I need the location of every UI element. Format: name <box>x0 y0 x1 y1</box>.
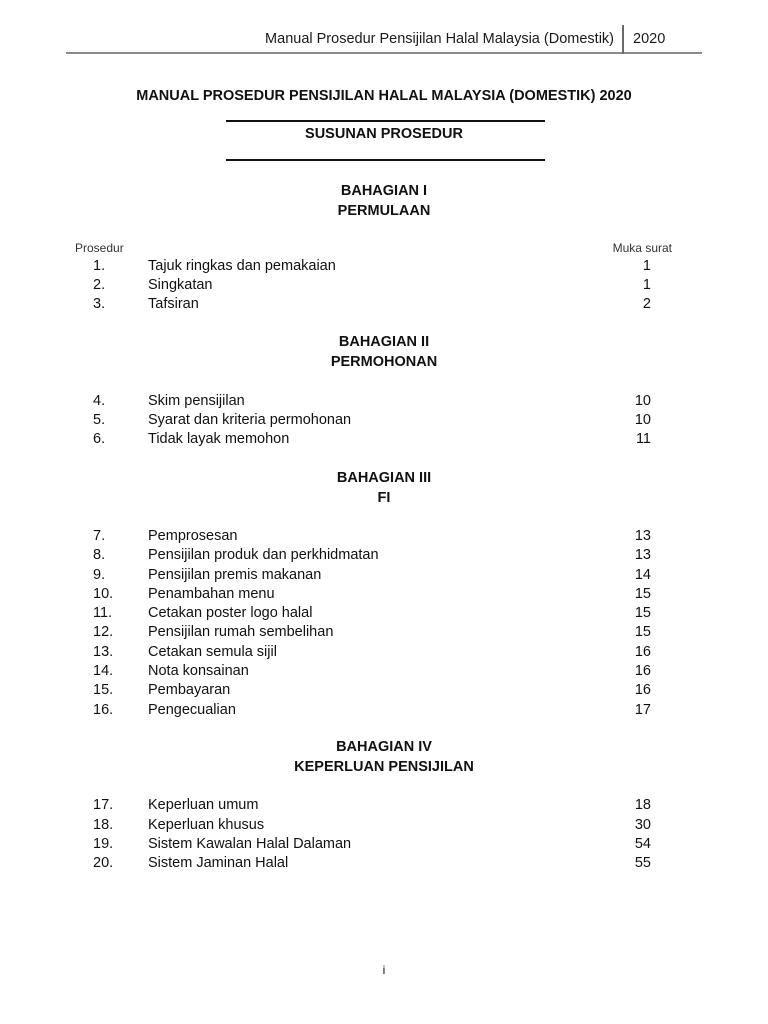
entry-number: 18. <box>93 817 114 833</box>
entry-number: 3. <box>93 296 106 312</box>
entry-number: 2. <box>93 277 106 293</box>
entry-title: Cetakan semula sijil <box>148 644 277 660</box>
page-number: i <box>382 963 386 977</box>
entry-number: 11. <box>93 605 113 621</box>
entry-page: 11 <box>635 431 651 447</box>
entry-number: 19. <box>93 836 114 852</box>
entry-page: 55 <box>634 855 651 871</box>
entry-page: 14 <box>634 567 651 583</box>
document-subtitle: SUSUNAN PROSEDUR <box>305 126 463 142</box>
running-header-year: 2020 <box>633 31 666 47</box>
document-title: MANUAL PROSEDUR PENSIJILAN HALAL MALAYSIA (DOMESTIK) 2020 <box>136 88 632 104</box>
column-label-prosedur: Prosedur <box>75 241 124 255</box>
entry-number: 7. <box>93 528 106 544</box>
entry-number: 6. <box>93 431 106 447</box>
entry-title: Penambahan menu <box>148 586 275 602</box>
entry-page: 15 <box>634 605 651 621</box>
entry-title: Cetakan poster logo halal <box>148 605 313 621</box>
entry-title: Pembayaran <box>148 682 231 698</box>
entry-page: 16 <box>634 644 651 660</box>
entry-page: 17 <box>634 702 651 718</box>
entry-page: 16 <box>634 682 651 698</box>
entry-title: Tajuk ringkas dan pemakaian <box>148 258 336 274</box>
toc-entry[interactable] <box>0 855 768 875</box>
entry-page: 13 <box>634 547 651 563</box>
entry-number: 5. <box>93 412 106 428</box>
toc-entry[interactable] <box>0 393 768 413</box>
entry-title: Sistem Kawalan Halal Dalaman <box>148 836 352 852</box>
entry-number: 1. <box>93 258 106 274</box>
toc-entry[interactable] <box>0 277 768 297</box>
toc-entry[interactable] <box>0 258 768 278</box>
entry-title: Pensijilan rumah sembelihan <box>148 624 334 640</box>
entry-page: 1 <box>642 258 651 274</box>
section-name-heading: FI <box>377 490 391 506</box>
entry-number: 8. <box>93 547 106 563</box>
entry-page: 16 <box>634 663 651 679</box>
entry-title: Pengecualian <box>148 702 236 718</box>
entry-number: 16. <box>93 702 114 718</box>
entry-title: Tidak layak memohon <box>148 431 290 447</box>
toc-entry[interactable] <box>0 682 768 702</box>
entry-title: Syarat dan kriteria permohonan <box>148 412 352 428</box>
section-part-heading: BAHAGIAN IV <box>336 739 432 755</box>
toc-entry[interactable] <box>0 412 768 432</box>
toc-entry[interactable] <box>0 624 768 644</box>
section-name-heading: PERMOHONAN <box>330 354 438 370</box>
title-rule-top <box>226 120 545 122</box>
running-header <box>66 28 702 54</box>
column-label-muka-surat: Muka surat <box>612 241 672 255</box>
entry-number: 12. <box>93 624 114 640</box>
entry-number: 14. <box>93 663 114 679</box>
toc-entry[interactable] <box>0 586 768 606</box>
running-header-divider <box>622 25 624 54</box>
toc-entry[interactable] <box>0 836 768 856</box>
entry-number: 10. <box>93 586 114 602</box>
entry-number: 4. <box>93 393 106 409</box>
entry-page: 10 <box>634 393 651 409</box>
toc-entry[interactable] <box>0 644 768 664</box>
running-header-title: Manual Prosedur Pensijilan Halal Malaysia (Domestik) <box>265 31 614 47</box>
entry-title: Keperluan umum <box>148 797 259 813</box>
toc-entry[interactable] <box>0 797 768 817</box>
section-name-heading: PERMULAAN <box>337 203 431 219</box>
entry-title: Nota konsainan <box>148 663 249 679</box>
entry-number: 9. <box>93 567 106 583</box>
entry-title: Pensijilan premis makanan <box>148 567 322 583</box>
entry-page: 1 <box>642 277 651 293</box>
entry-title: Tafsiran <box>148 296 199 312</box>
entry-title: Pemprosesan <box>148 528 238 544</box>
section-part-heading: BAHAGIAN I <box>340 183 428 199</box>
toc-entry[interactable] <box>0 663 768 683</box>
entry-page: 15 <box>634 586 651 602</box>
section-part-heading: BAHAGIAN III <box>336 470 432 486</box>
entry-number: 15. <box>93 682 114 698</box>
section-part-heading: BAHAGIAN II <box>338 334 430 350</box>
entry-page: 10 <box>634 412 651 428</box>
entry-page: 30 <box>634 817 651 833</box>
entry-page: 2 <box>642 296 651 312</box>
section-name-heading: KEPERLUAN PENSIJILAN <box>294 759 474 775</box>
entry-title: Pensijilan produk dan perkhidmatan <box>148 547 379 563</box>
entry-title: Keperluan khusus <box>148 817 265 833</box>
entry-page: 18 <box>634 797 651 813</box>
entry-page: 15 <box>634 624 651 640</box>
entry-page: 54 <box>634 836 651 852</box>
entry-title: Sistem Jaminan Halal <box>148 855 289 871</box>
entry-number: 20. <box>93 855 114 871</box>
entry-title: Skim pensijilan <box>148 393 245 409</box>
entry-number: 13. <box>93 644 114 660</box>
toc-entry[interactable] <box>0 605 768 625</box>
toc-entry[interactable] <box>0 817 768 837</box>
toc-entry[interactable] <box>0 528 768 548</box>
toc-entry[interactable] <box>0 296 768 316</box>
toc-entry[interactable] <box>0 702 768 722</box>
entry-page: 13 <box>634 528 651 544</box>
entry-title: Singkatan <box>148 277 213 293</box>
title-rule-bottom <box>226 159 545 161</box>
toc-entry[interactable] <box>0 567 768 587</box>
toc-entry[interactable] <box>0 547 768 567</box>
entry-number: 17. <box>93 797 114 813</box>
toc-entry[interactable] <box>0 431 768 451</box>
